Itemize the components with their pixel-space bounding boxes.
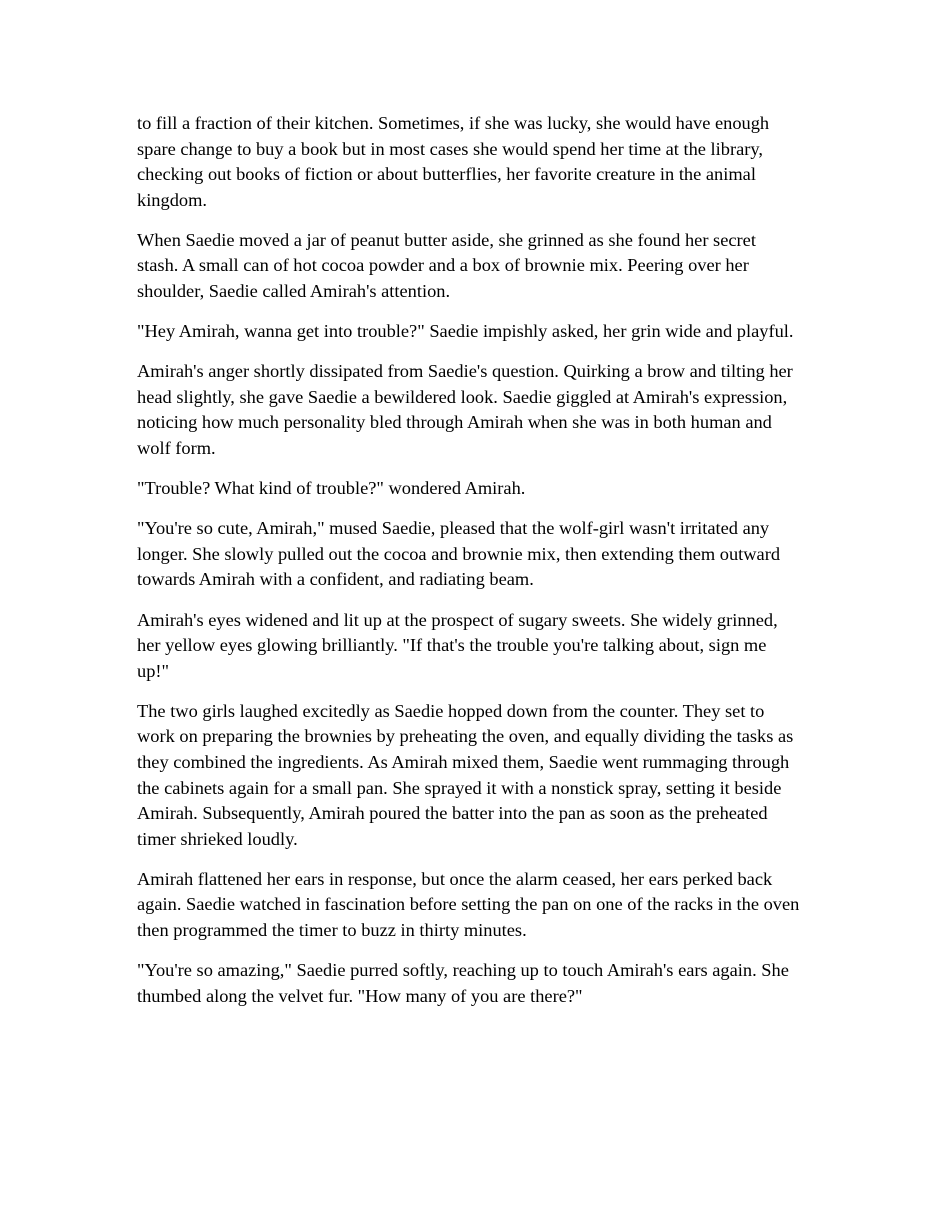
document-body [137, 0, 800, 1009]
paragraph: Amirah's anger shortly dissipated from Saedie's question. Quirking a brow and tilting her head slightly, she gave Saedie a bewildered look. Saedie giggled at Amirah's expression, noticing how much personality bled through Amirah when she was in both human and wolf form. [137, 361, 793, 459]
paragraph: "You're so amazing," Saedie purred softly, reaching up to touch Amirah's ears again. She thumbed along the velvet fur. "How many of you are there?" [137, 960, 789, 1006]
paragraph: to fill a fraction of their kitchen. Sometimes, if she was lucky, she would have enough spare change to buy a book but in most cases she would spend her time at the library, checking out books of fiction or about butterflies, her favorite creature in the animal kingdom. [137, 113, 770, 210]
paragraph: "You're so cute, Amirah," mused Saedie, pleased that the wolf-girl wasn't irritated any longer. She slowly pulled out the cocoa and brownie mix, then extending them outward towards Amirah with a confident, and radiating beam. [137, 518, 781, 590]
paragraph: "Trouble? What kind of trouble?" wondered Amirah. [137, 478, 526, 499]
paragraph: Amirah's eyes widened and lit up at the prospect of sugary sweets. She widely grinned, her yellow eyes glowing brilliantly. "If that's the trouble you're talking about, sign me up!" [137, 609, 778, 681]
paragraph: Amirah flattened her ears in response, but once the alarm ceased, her ears perked back again. Saedie watched in fascination before setting the pan on one of the racks in the oven then programmed the timer to buzz in thirty minutes. [137, 868, 800, 941]
paragraph: The two girls laughed excitedly as Saedie hopped down from the counter. They set to work on preparing the brownies by preheating the oven, and equally dividing the tasks as they combined the ingredients. As Amirah mixed them, Saedie went rummaging through the cabinets again for a small pan. She sprayed it with a nonstick spray, setting it beside Amirah. Subsequently, Amirah poured the batter into the pan as soon as the preheated timer shrieked loudly. [137, 700, 794, 849]
paragraph: "Hey Amirah, wanna get into trouble?" Saedie impishly asked, her grin wide and playful. [137, 321, 794, 342]
paragraph: When Saedie moved a jar of peanut butter aside, she grinned as she found her secret stash. A small can of hot cocoa powder and a box of brownie mix. Peering over her shoulder, Saedie called Amirah's attention. [137, 229, 756, 302]
